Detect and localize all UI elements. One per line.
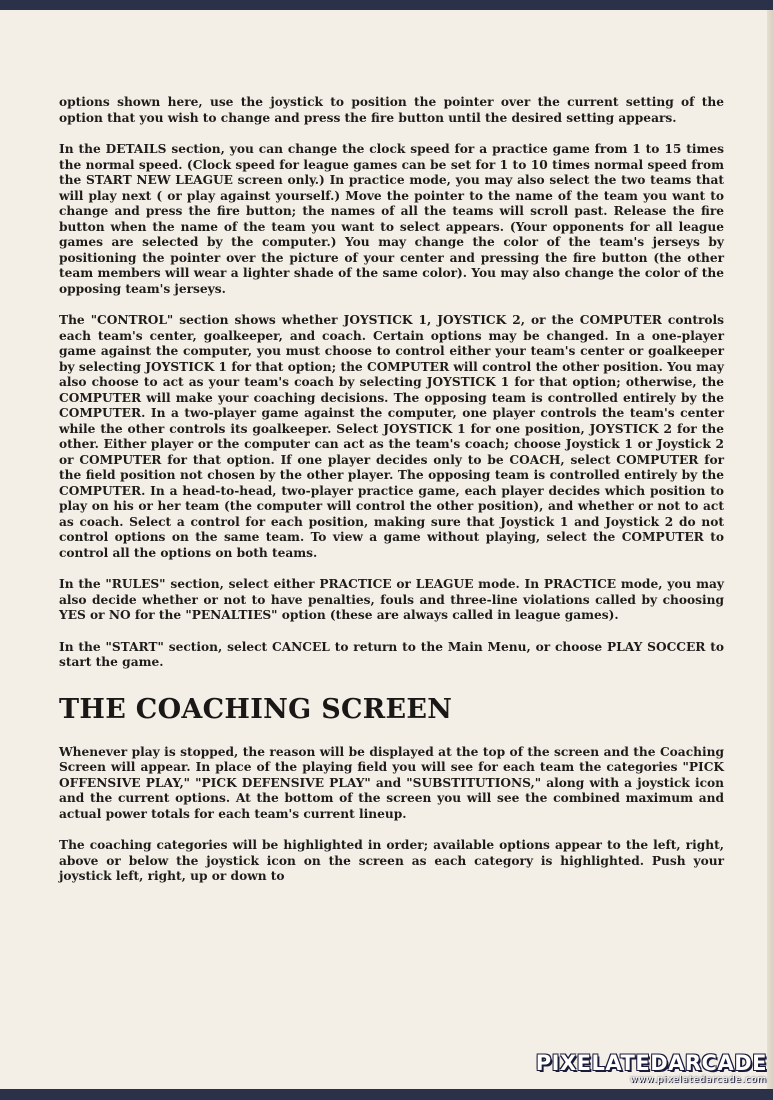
paragraph-start: In the "START" section, select CANCEL to return to the Main Menu, or choose PLAY SOCCER to start the game.	[59, 639, 724, 669]
paragraph-control: The "CONTROL" section shows whether JOYSTICK 1, JOYSTICK 2, or the COMPUTER controls each team's center, goalkeeper, and coach. Certain options may be changed. In a one-player game against the computer, you must choose to control either your team's center or goalkeeper by selecting JOYSTICK 1 for that option; the COMPUTER will control the other position. You may also choose to act as your team's coach by selecting JOYSTICK 1 for that option; otherwise, the COMPUTER will make your coaching decisions. The opposing team is controlled entirely by the COMPUTER. In a two-player game against the computer, one player controls the team's center while the other controls its goalkeeper. Select JOYSTICK 1 for one position, JOYSTICK 2 for the other. Either player or the computer can act as the team's coach; choose Joystick 1 or Joystick 2 or COMPUTER for that option. If one player decides only to be COACH, select COMPUTER for the field position not chosen by the other player. The opposing team is controlled entirely by the COMPUTER. In a head-to-head, two-player practice game, each player decides which position to play on his or her team (the computer will control the other position), and whether or not to act as coach. Select a control for each position, making sure that Joystick 1 and Joystick 2 do not control options on the same team. To view a game without playing, select the COMPUTER to control all the options on both teams.	[59, 313, 724, 560]
watermark-url: www.pixelatedarcade.com	[630, 1075, 767, 1085]
manual-page	[59, 95, 724, 901]
top-border	[0, 0, 773, 10]
paragraph-coaching-intro: Whenever play is stopped, the reason will be displayed at the top of the screen and the Coaching Screen will appear. In place of the playing field you will see for each team the categories "PICK OFFENSIVE PLAY," "PICK DEFENSIVE PLAY" and "SUBSTITUTIONS," along with a joystick icon and the current options. At the bottom of the screen you will see the combined maximum and actual power totals for each team's current lineup.	[59, 744, 724, 821]
section-heading: THE COACHING SCREEN	[59, 693, 453, 725]
bottom-border	[0, 1089, 773, 1100]
paragraph-rules: In the "RULES" section, select either PRACTICE or LEAGUE mode. In PRACTICE mode, you may also decide whether or not to have penalties, fouls and three-line violations called by choosing YES or NO for the "PENALTIES" option (these are always called in league games).	[59, 577, 724, 622]
watermark	[536, 1051, 767, 1086]
paragraph-options: options shown here, use the joystick to position the pointer over the current setting of the option that you wish to change and press the fire button until the desired setting appears.	[59, 95, 724, 125]
paragraph-coaching-categories: The coaching categories will be highlighted in order; available options appear to the left, right, above or below the joystick icon on the screen as each category is highlighted. Push your joystick left, right, up or down to	[59, 838, 724, 883]
paragraph-details: In the DETAILS section, you can change the clock speed for a practice game from 1 to 15 times the normal speed. (Clock speed for league games can be set for 1 to 10 times normal speed from the START NEW LEAGUE screen only.) In practice mode, you may also select the two teams that will play next ( or play against yourself.) Move the pointer to the name of the team you want to change and press the fire button; the names of all the teams will scroll past. Release the fire button when the name of the team you want to select appears. (Your opponents for all league games are selected by the computer.) You may change the color of the team's jerseys by positioning the pointer over the picture of your center and pressing the fire button (the other team members will wear a lighter shade of the same color). You may also change the color of the opposing team's jerseys.	[59, 142, 724, 296]
page-edge	[767, 10, 773, 1089]
watermark-logo: PIXELATEDARCADE	[535, 1051, 767, 1075]
